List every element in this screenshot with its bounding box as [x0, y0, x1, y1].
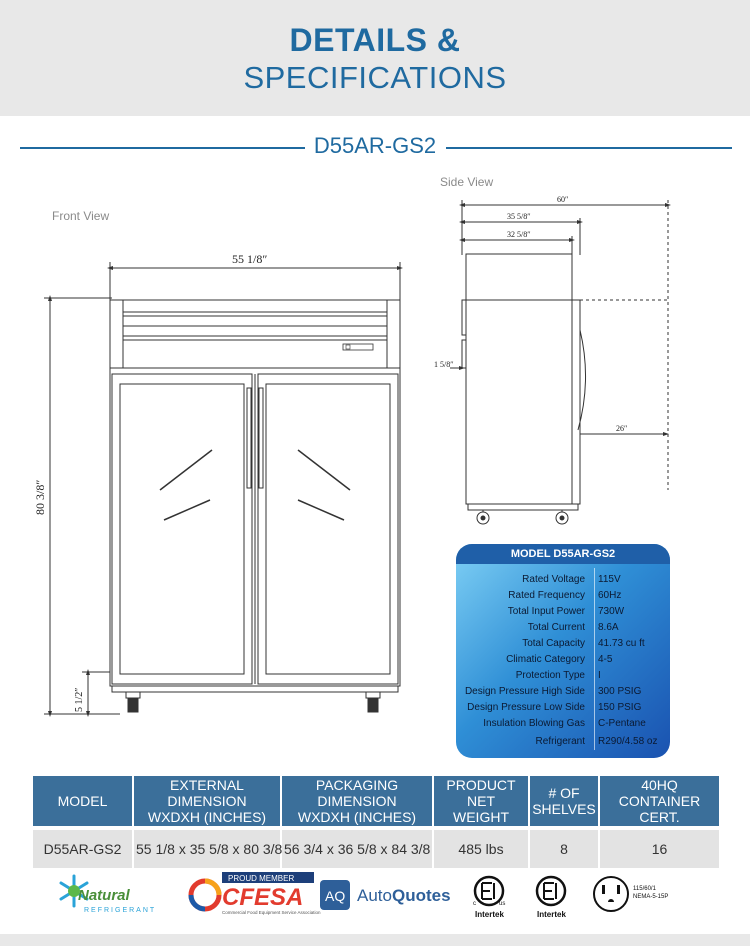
spec-label: Rated Voltage — [522, 574, 585, 585]
front-view-label: Front View — [52, 209, 110, 223]
spec-row — [456, 718, 670, 734]
table-header-cell — [433, 776, 529, 828]
spec-row — [456, 606, 670, 622]
autoquotes-quotes: Quotes — [391, 886, 451, 905]
table-header-line2: WEIGHT — [453, 809, 509, 825]
table-header-line1: EXTERNAL DIMENSION — [167, 777, 247, 809]
natural-refrigerant-logo — [61, 876, 156, 914]
spec-value: 730W — [598, 606, 625, 617]
spec-row — [456, 574, 670, 590]
cfesa-subtitle: Commercial Food Equipment Service Association — [222, 910, 321, 915]
side-cabinet-label: 32 5/8″ — [507, 230, 531, 239]
autoquotes-auto: Auto — [357, 886, 392, 905]
table-header-line1: PACKAGING DIMENSION — [315, 777, 399, 809]
table-header-cell — [281, 776, 433, 828]
page-title-line2: SPECIFICATIONS — [243, 60, 507, 95]
etl-c-text: c — [473, 901, 476, 907]
spec-row — [456, 638, 670, 654]
spec-value: R290/4.58 oz — [598, 736, 658, 747]
spec-row — [456, 622, 670, 638]
table-cell-net-weight: 485 lbs — [433, 828, 529, 868]
page-title-line1: DETAILS & — [289, 22, 461, 58]
spec-label: Total Input Power — [507, 606, 585, 617]
side-view-label: Side View — [440, 175, 494, 189]
table-header-cell — [529, 776, 599, 828]
cfesa-proud-member: PROUD MEMBER — [228, 874, 295, 883]
spec-label: Total Capacity — [522, 638, 585, 649]
side-overall-label: 60″ — [557, 195, 569, 204]
table-header-line2: CONTAINER CERT. — [618, 793, 701, 825]
spec-value: 8.6A — [598, 622, 619, 633]
spec-label: Refrigerant — [535, 736, 585, 747]
table-header-cell — [599, 776, 719, 828]
spec-label: Design Pressure High Side — [464, 686, 585, 697]
svg-text:AutoQuotes — [357, 886, 451, 905]
spec-row — [456, 670, 670, 686]
spec-value: 41.73 cu ft — [598, 638, 645, 649]
intertek-text: Intertek — [475, 910, 504, 919]
front-caster-label: 5 1/2″ — [74, 687, 85, 712]
aq-badge-text: AQ — [325, 888, 346, 904]
spec-label: Protection Type — [515, 670, 585, 681]
spec-label: Insulation Blowing Gas — [483, 718, 585, 729]
side-swing-label: 26″ — [616, 424, 628, 433]
plug-rating: 115/60/1 — [633, 886, 656, 892]
table-header-cell — [33, 776, 133, 828]
spec-label: Total Current — [527, 622, 585, 633]
spec-value: 4-5 — [598, 654, 613, 665]
table-cell-container: 16 — [599, 828, 719, 868]
footer-bar — [0, 934, 750, 946]
spec-label: Rated Frequency — [508, 590, 585, 601]
cfesa-logo — [191, 872, 321, 915]
front-height-label: 80 3/8″ — [33, 479, 47, 515]
table-header-cell — [133, 776, 281, 828]
front-view-drawing — [44, 262, 400, 714]
table-header-line2: SHELVES — [532, 801, 596, 817]
spec-value: 115V — [598, 574, 621, 585]
spec-value: 60Hz — [598, 590, 622, 601]
table-cell-model: D55AR-GS2 — [33, 828, 133, 868]
table-header-row — [33, 776, 719, 828]
table-cell-packaging-dimension: 56 3/4 x 36 5/8 x 84 3/8 — [281, 828, 433, 868]
specifications-table — [33, 776, 719, 868]
spec-value: I — [598, 670, 601, 681]
spec-value: 300 PSIG — [598, 686, 642, 697]
model-title: D55AR-GS2 — [313, 133, 437, 158]
refrigerant-text: REFRIGERANT — [84, 907, 157, 914]
spec-row — [456, 590, 670, 606]
spec-box-title: MODEL D55AR-GS2 — [456, 544, 670, 564]
front-width-label: 55 1/8″ — [232, 252, 268, 266]
spec-value: 150 PSIG — [598, 702, 642, 713]
table-cell-external-dimension: 55 1/8 x 35 5/8 x 80 3/8 — [133, 828, 281, 868]
logo-strip — [0, 868, 750, 928]
side-depth-label: 35 5/8″ — [507, 212, 531, 221]
spec-row — [456, 736, 670, 752]
spec-box — [456, 544, 670, 758]
table-cell-shelves: 8 — [529, 828, 599, 868]
table-header-line1: 40HQ — [641, 777, 678, 793]
plug-nema: NEMA-5-15P — [633, 894, 669, 900]
autoquotes-logo — [320, 880, 451, 910]
table-header-line1: # OF — [548, 785, 580, 801]
table-header-line2: WXDXH (INCHES) — [297, 809, 417, 825]
etl-listed-logo-1 — [473, 877, 505, 919]
etl-sanitation-logo — [537, 877, 566, 919]
cfesa-text: CFESA — [222, 884, 304, 911]
intertek-text-2: Intertek — [537, 910, 566, 919]
spec-value: C-Pentane — [598, 718, 646, 729]
table-header-line1: MODEL — [57, 793, 108, 809]
side-view-drawing — [450, 200, 668, 524]
nema-plug-icon — [594, 877, 668, 911]
table-header-line2: WXDXH (INCHES) — [147, 809, 267, 825]
etl-us-text: us — [499, 901, 506, 907]
spec-label: Design Pressure Low Side — [467, 702, 585, 713]
spec-row — [456, 686, 670, 702]
spec-row — [456, 654, 670, 670]
side-door-label: 1 5/8″ — [434, 360, 454, 369]
natural-text: Natural — [78, 887, 130, 904]
table-header-line1: PRODUCT NET — [446, 777, 516, 809]
table-row — [33, 828, 719, 868]
spec-row — [456, 702, 670, 718]
spec-label: Climatic Category — [506, 654, 585, 665]
